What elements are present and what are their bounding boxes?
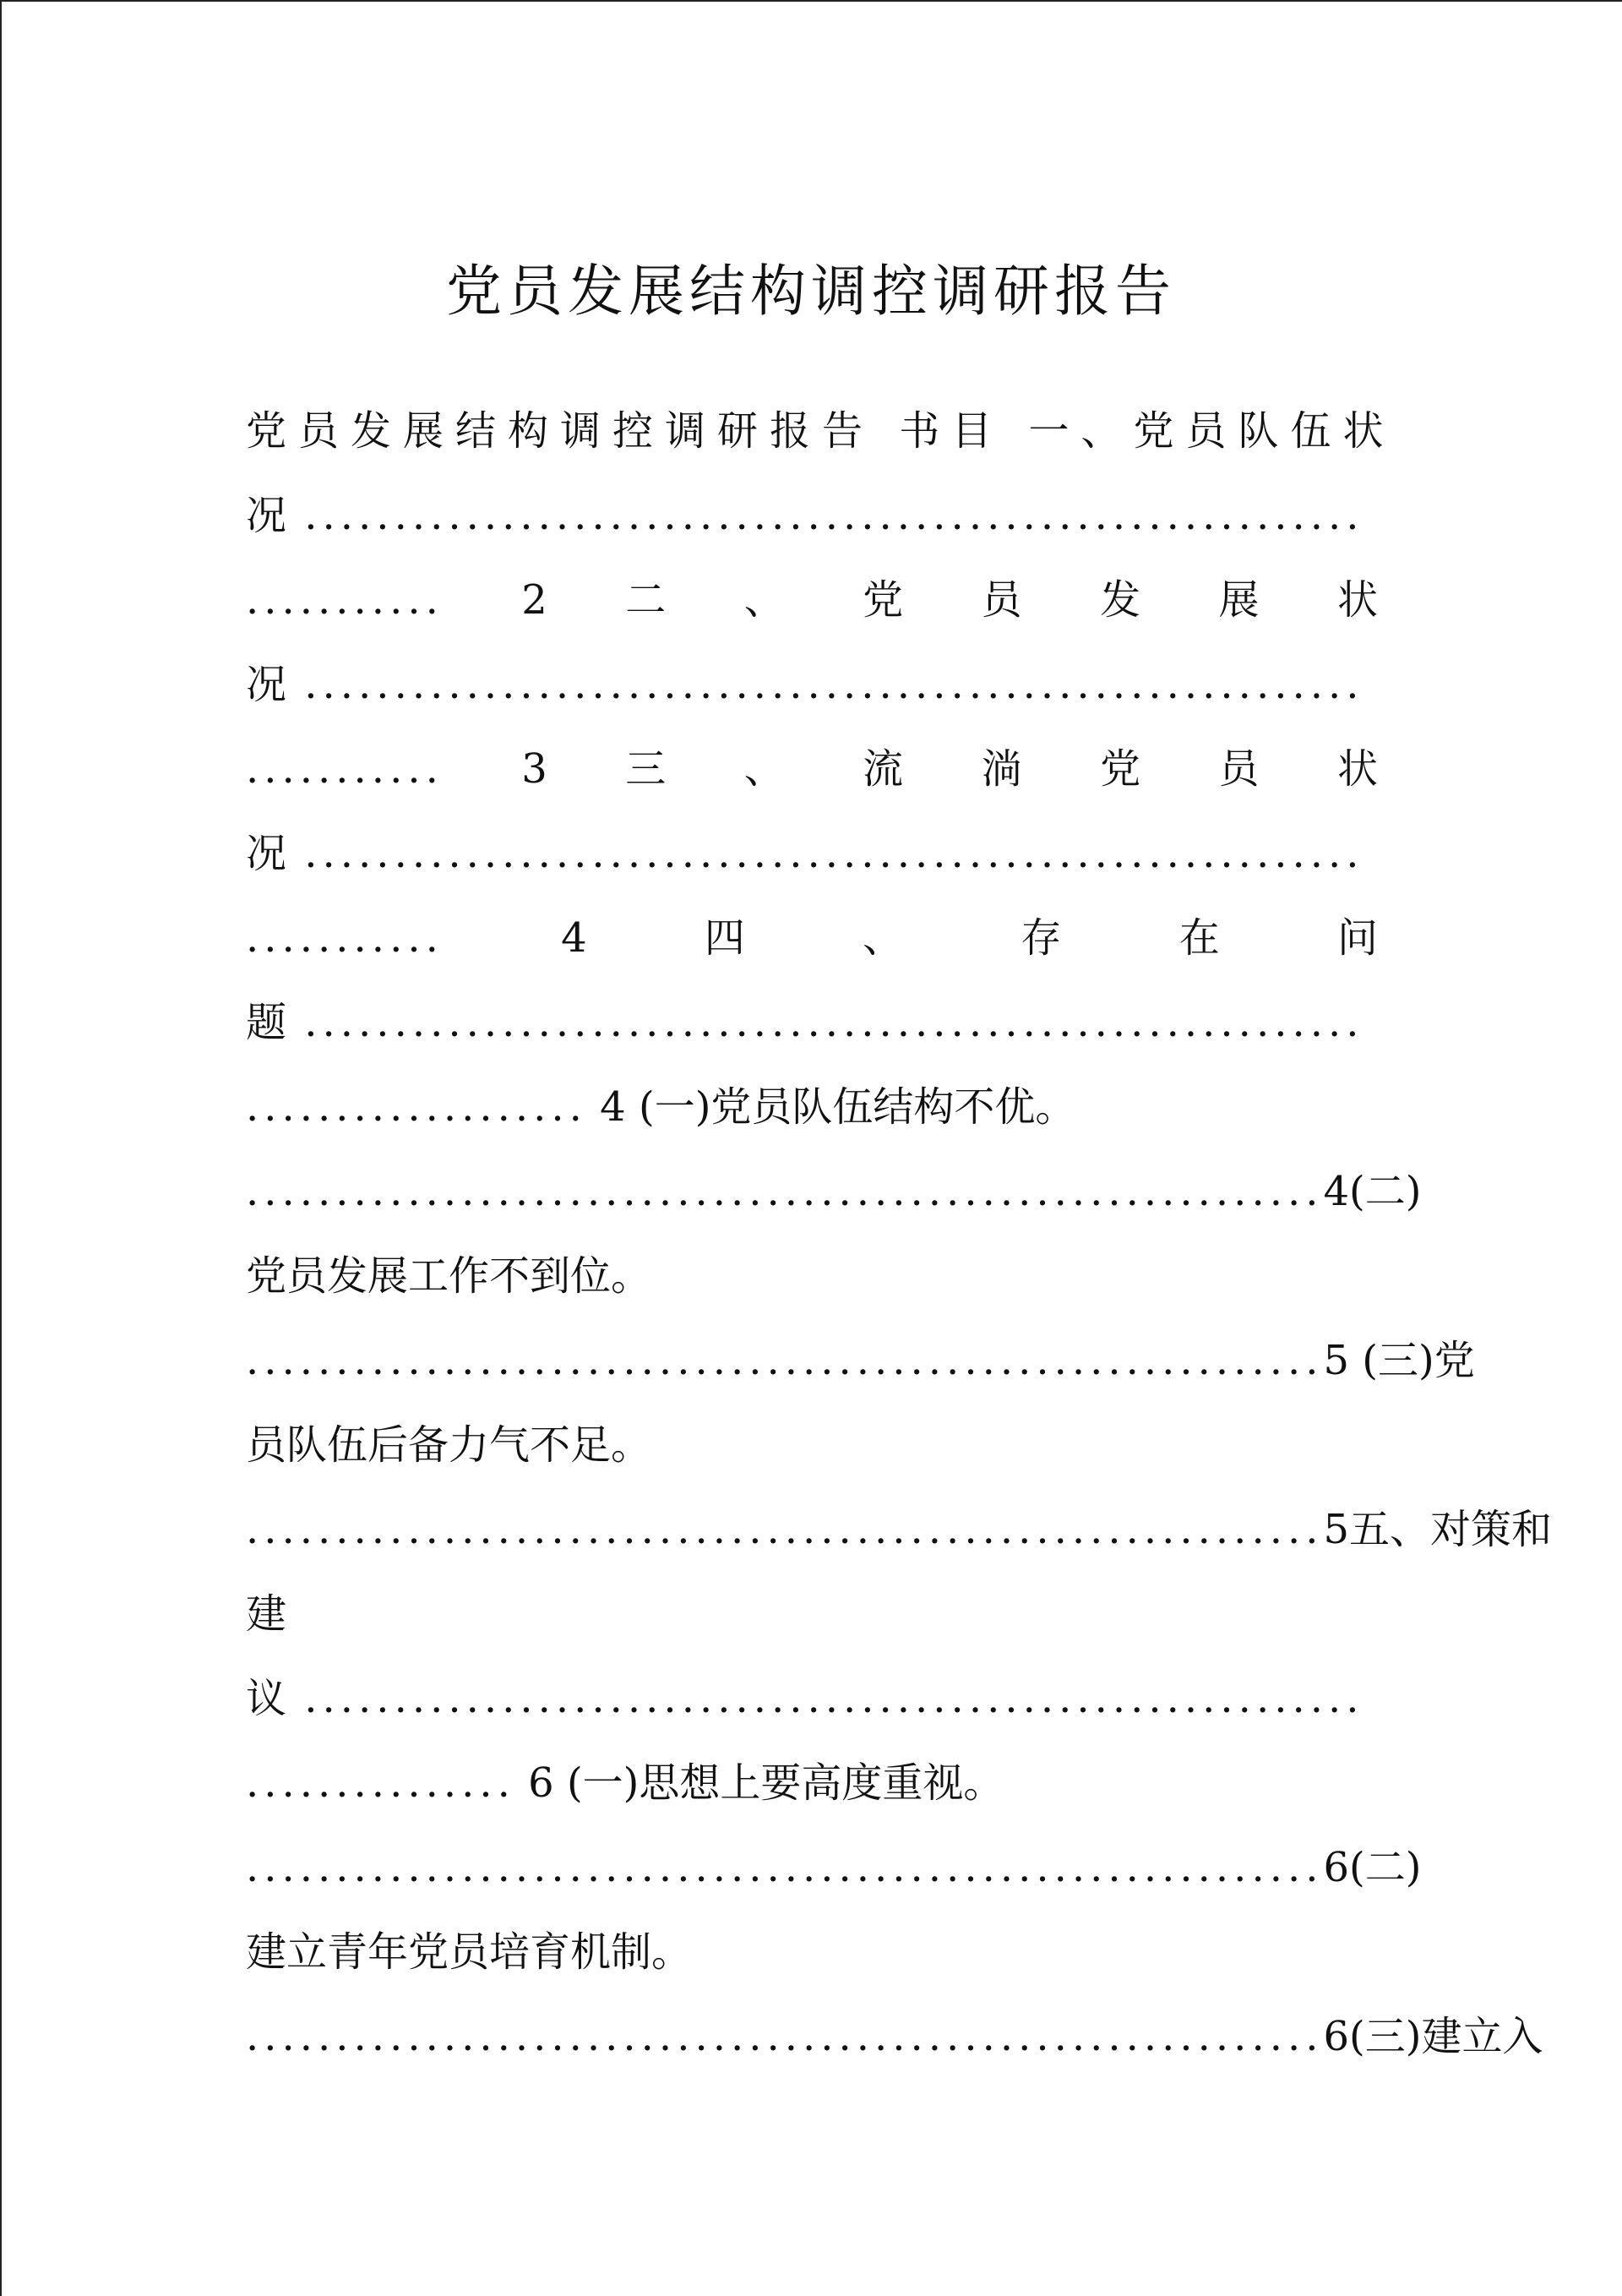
toc-entry-text: 6 (一)思想上要高度重视。 [528, 1759, 1004, 1807]
toc-dot-leader: ............................................................ [246, 2013, 1324, 2060]
toc-line-prefix: 议 [246, 1675, 287, 1722]
toc-dot-leader: ........................................................... [286, 661, 1364, 708]
toc-char: 党 [1100, 745, 1141, 793]
toc-line-6 [246, 811, 1378, 896]
toc-char: 四 [704, 914, 745, 962]
document-title: 党员发展结构调控调研报告 [446, 259, 1176, 324]
toc-line-9 [246, 1065, 1378, 1149]
toc-line-18 [246, 1825, 1422, 1910]
toc-dot-leader: ........................................................... [286, 1675, 1364, 1722]
toc-dot-leader: ........... [246, 576, 444, 624]
toc-char: 状 [1336, 745, 1378, 793]
toc-entry-text: 5 (三)党 [1323, 1337, 1475, 1384]
toc-entry-text: 6(三)建立入 [1323, 2013, 1543, 2060]
toc-dot-leader: ........................................................... [286, 999, 1364, 1046]
toc-char: 问 [1336, 914, 1378, 962]
toc-dot-leader: ........... [246, 914, 444, 962]
toc-line-5 [246, 727, 1378, 811]
toc-line-2 [246, 473, 1378, 558]
toc-char: 、 [743, 745, 785, 793]
toc-dot-leader: ............................................................ [246, 1844, 1324, 1891]
toc-char: 展 [1218, 576, 1260, 624]
toc-line-prefix: 题 [246, 999, 287, 1046]
toc-char: 二 [625, 576, 667, 624]
toc-line-15: 建 [246, 1590, 287, 1638]
toc-char: 党 [863, 576, 904, 624]
toc-line-14 [246, 1487, 1553, 1572]
toc-line-1: 党员发展结构调控调研报告 书目 一、党员队伍状 [246, 407, 1396, 455]
toc-page-number: 3 [521, 745, 547, 793]
document-body [246, 389, 1553, 2079]
toc-line-prefix: 况 [246, 492, 287, 539]
toc-entry-text: 5五、对策和 [1323, 1506, 1553, 1553]
toc-dot-leader: ................... [246, 1083, 587, 1131]
toc-char: 员 [1218, 745, 1260, 793]
toc-line-3 [246, 558, 1378, 642]
toc-line-16 [246, 1656, 1378, 1741]
toc-dot-leader: ............................................................ [246, 1337, 1324, 1384]
toc-line-4 [246, 642, 1378, 727]
toc-page-number: 2 [521, 576, 547, 624]
toc-char: 员 [981, 576, 1022, 624]
toc-line-19: 建立青年党员培育机制。 [246, 1928, 693, 1976]
toc-dot-leader: ............................................................ [246, 1506, 1324, 1553]
toc-entry-text: 4 (一)党员队伍结构不优。 [600, 1083, 1076, 1131]
toc-dot-leader: ........... [246, 745, 444, 793]
toc-line-8 [246, 980, 1378, 1065]
toc-char: 存 [1021, 914, 1062, 962]
toc-dot-leader: ............... [246, 1759, 515, 1807]
toc-entry-text: 6(二) [1323, 1844, 1422, 1891]
toc-page-number: 4 [561, 914, 587, 962]
toc-line-7 [246, 896, 1378, 980]
toc-line-20 [246, 1994, 1543, 2079]
toc-char: 在 [1178, 914, 1220, 962]
toc-line-12 [246, 1318, 1475, 1403]
toc-char: 、 [863, 914, 904, 962]
toc-dot-leader: ............................................................ [246, 1168, 1324, 1215]
toc-line-11: 党员发展工作不到位。 [246, 1252, 652, 1300]
toc-line-13: 员队伍后备力气不足。 [246, 1421, 652, 1469]
toc-dot-leader: ........................................................... [286, 830, 1364, 877]
toc-line-17 [246, 1741, 1378, 1825]
toc-char: 状 [1336, 576, 1378, 624]
toc-char: 流 [863, 745, 904, 793]
toc-char: 三 [625, 745, 667, 793]
toc-dot-leader: ........................................................... [286, 492, 1364, 539]
toc-line-prefix: 况 [246, 661, 287, 708]
toc-entry-text: 4(二) [1323, 1168, 1422, 1215]
toc-line-10 [246, 1149, 1422, 1234]
toc-line-prefix: 况 [246, 830, 287, 877]
toc-char: 淌 [981, 745, 1022, 793]
toc-char: 、 [743, 576, 785, 624]
toc-char: 发 [1100, 576, 1141, 624]
